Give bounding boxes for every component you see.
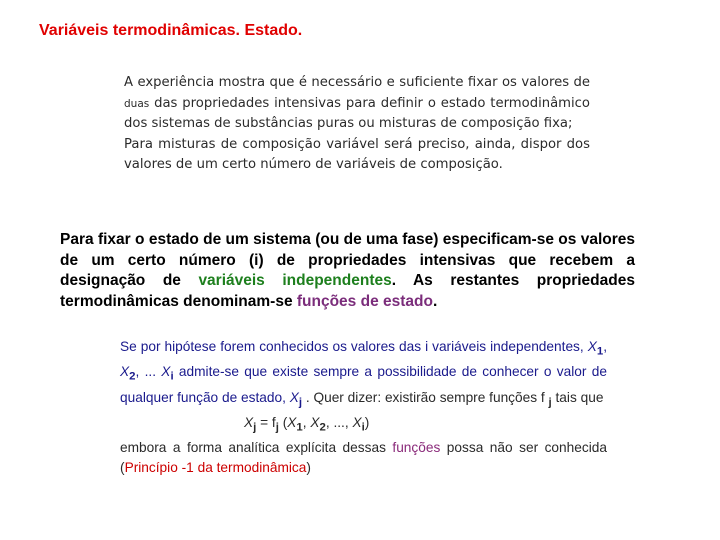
sub-fj: j [548, 396, 552, 409]
sub-2: 2 [129, 371, 136, 384]
var-x1: X [587, 339, 597, 354]
sub-j: j [298, 396, 303, 409]
text-segment: possa não ser conhecida ( [120, 440, 607, 475]
var-xj: X [289, 389, 299, 405]
text-segment: ) [306, 459, 311, 475]
paragraph-pure-substances [124, 73, 590, 135]
paragraph-hypothesis: Se por hipótese forem conhecidos os valores das i variáveis independentes, $X_1$, $X_2$, ... $X_i$ admite-se que existe sempre a possibilidade de conhecer o valor de qualquer função de estado, $X_j$ . Quer dizer: existirão sempre funções f $_j$ tais que [120, 339, 607, 409]
sub-1: 1 [596, 345, 604, 358]
sub-i: i [170, 371, 174, 384]
text-segment: das propriedades intensivas para definir o estado termodinâmico dos sistemas de substâncias puras ou misturas de composição fixa; [124, 95, 590, 131]
term-variaveis-independentes: variáveis independentes [198, 272, 392, 289]
term-funcoes: funções [392, 440, 441, 456]
text-segment: tais que [551, 389, 604, 405]
text-segment: A experiência mostra que é necessário e suficiente fixar os valores de [124, 75, 590, 90]
page-title: Variáveis termodinâmicas. Estado. [39, 22, 303, 39]
experience-paragraph-block [124, 73, 590, 176]
text-segment: . As restantes propriedades termodinâmicas denominam-se [60, 272, 635, 310]
text-segment: admite-se que existe sempre a possibilidade de conhecer o valor de qualquer função de estado, [120, 364, 607, 405]
text-segment: Se por hipótese forem conhecidos os valores das i variáveis independentes, [120, 339, 588, 354]
term-principio: Princípio -1 da termodinâmica [124, 459, 307, 475]
paragraph-variable-composition: Para misturas de composição variável será preciso, ainda, dispor dos valores de um certo número de variáveis de composição. [124, 136, 590, 172]
hypothesis-block [120, 337, 607, 478]
paragraph-analytical-form [120, 438, 607, 477]
var-xi: X [161, 364, 171, 380]
text-segment: embora a forma analítica explícita dessas [120, 440, 393, 456]
state-definition-block [60, 230, 635, 312]
formula-line: $X_j = f_j$ ($X_1$, $X_2$, ..., $X_i$) [244, 414, 370, 434]
text-duas: duas [124, 97, 150, 110]
text-segment: Para fixar o estado de um sistema (ou de uma fase) especificam-se os valores de um certo número (i) de propriedades intensivas que recebem a designação de [60, 231, 635, 289]
text-segment: . Quer dizer: existirão sempre funções f [302, 389, 549, 405]
paragraph-state-definition [60, 230, 635, 312]
text-segment: . [432, 292, 438, 310]
var-x2: X [120, 364, 130, 380]
term-funcoes-de-estado: funções de estado [296, 292, 433, 310]
